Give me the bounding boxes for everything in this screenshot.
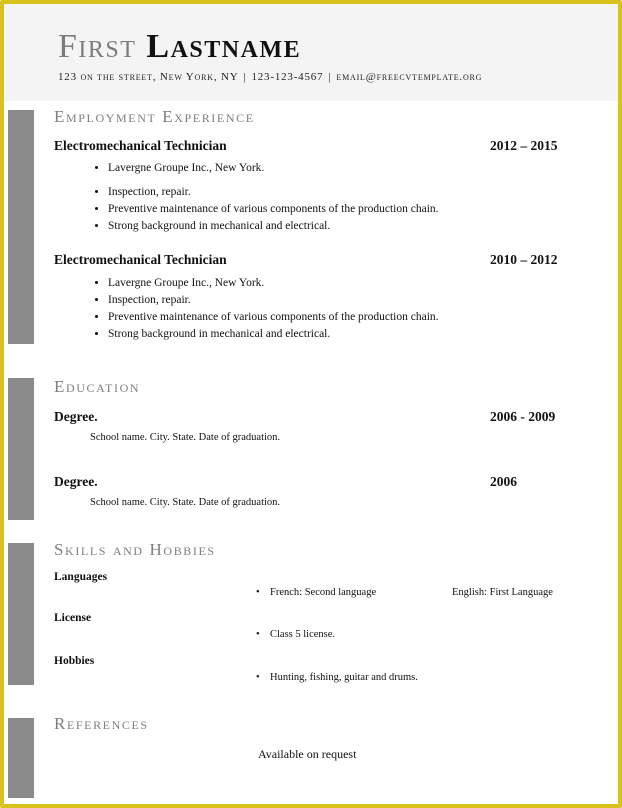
skill-text: Class 5 license. (270, 629, 336, 640)
bullet-icon: • (256, 587, 260, 598)
email: email@freecvtemplate.org (336, 71, 483, 83)
skill-label: Hobbies (54, 655, 95, 667)
contact-line (58, 71, 482, 83)
list-item: • Inspection, repair. (108, 292, 439, 309)
section-title-employment: Employment Experience (54, 107, 255, 126)
list-item: • Inspection, repair. (108, 184, 439, 201)
phone: 123-123-4567 (251, 71, 324, 83)
skill-label: License (54, 612, 92, 624)
skill-item (256, 672, 418, 683)
job-title: Electromechanical Technician (54, 138, 227, 153)
separator: | (328, 71, 332, 83)
section-bar-references (8, 718, 34, 798)
skill-extra: English: First Language (452, 587, 553, 598)
list-item: • Preventive maintenance of various components of the production chain. (108, 201, 439, 218)
section-title-education: Education (54, 377, 141, 396)
list-item: • Lavergne Groupe Inc., New York. (108, 160, 439, 177)
degree-years: 2006 - 2009 (490, 409, 556, 424)
job-years: 2012 – 2015 (490, 138, 558, 153)
section-title-references: References (54, 714, 149, 733)
separator: | (243, 71, 247, 83)
skill-label: Languages (54, 571, 108, 583)
section-bar-employment (8, 110, 34, 344)
skill-item (256, 587, 376, 598)
skill-text: Hunting, fishing, guitar and drums. (270, 672, 418, 683)
degree-details: School name. City. State. Date of graduation. (90, 432, 281, 443)
last-name: Lastname (146, 28, 302, 65)
degree-years: 2006 (490, 474, 517, 489)
candidate-name (58, 28, 301, 66)
job-bullets (90, 160, 439, 235)
degree-title: Degree. (54, 474, 98, 489)
references-text: Available on request (258, 747, 357, 761)
bullet-icon: • (256, 672, 260, 683)
first-name: First (58, 28, 137, 65)
bullet-icon: • (256, 629, 260, 640)
skill-text: French: Second language (270, 587, 377, 598)
degree-details: School name. City. State. Date of graduation. (90, 497, 281, 508)
list-item: • Preventive maintenance of various components of the production chain. (108, 309, 439, 326)
list-item: • Lavergne Groupe Inc., New York. (108, 275, 439, 292)
list-item: • Strong background in mechanical and electrical. (108, 326, 439, 343)
section-bar-skills (8, 543, 34, 685)
list-item: • Strong background in mechanical and electrical. (108, 218, 439, 235)
job-title: Electromechanical Technician (54, 252, 227, 267)
job-bullets (90, 275, 439, 343)
section-bar-education (8, 378, 34, 520)
skill-item (256, 629, 335, 640)
job-years: 2010 – 2012 (490, 252, 558, 267)
address: 123 on the street, New York, NY (58, 71, 239, 83)
degree-title: Degree. (54, 409, 98, 424)
section-title-skills: Skills and Hobbies (54, 540, 216, 559)
